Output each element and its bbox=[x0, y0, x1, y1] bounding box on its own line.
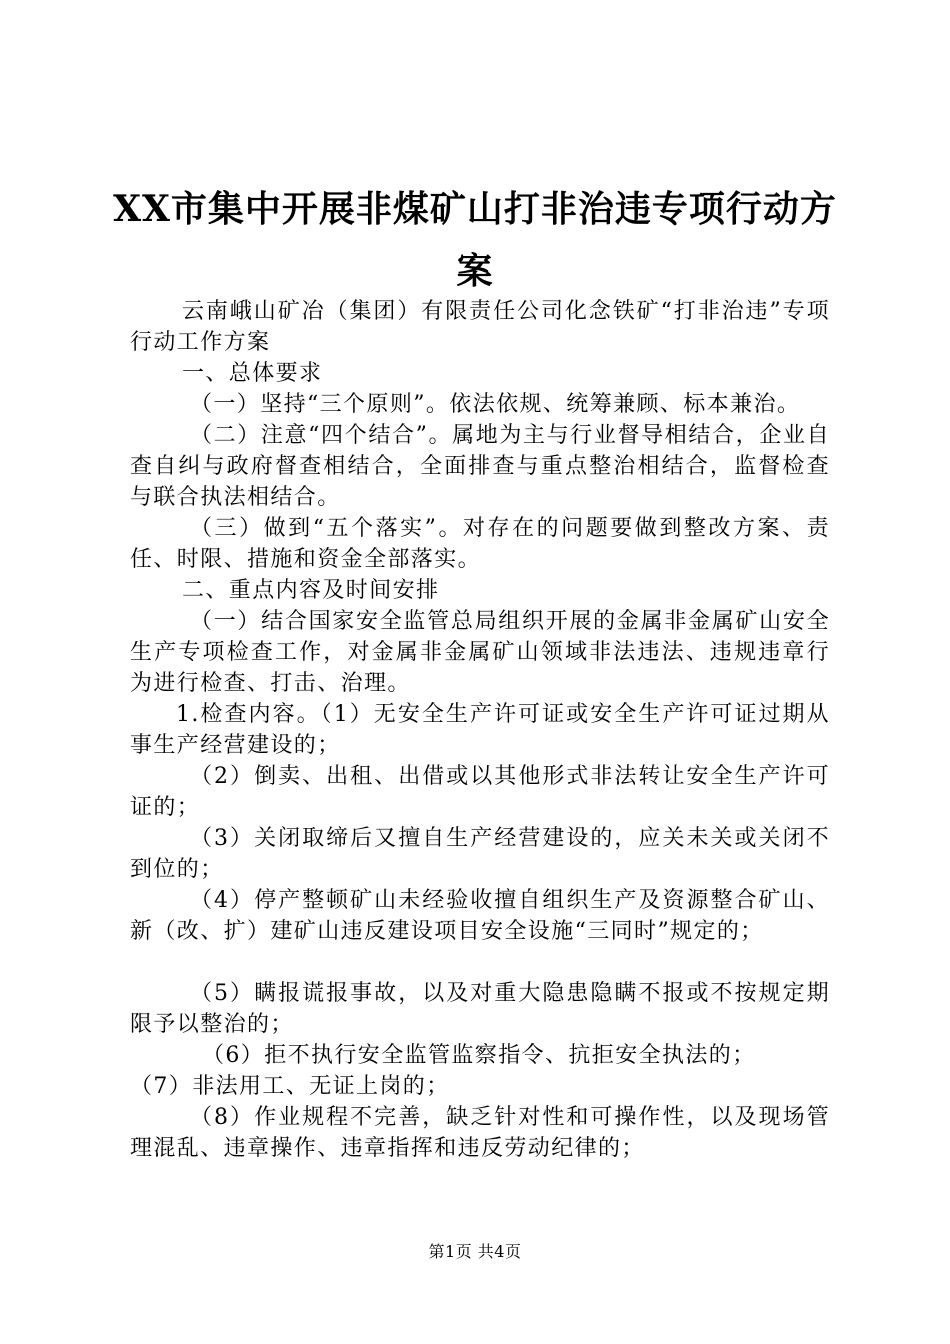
paragraph-item-4: （4）停产整顿矿山未经验收擅自组织生产及资源整合矿山、新（改、扩）建矿山违反建设项目安全设施“三同时”规定的； bbox=[130, 888, 830, 944]
heading-key-content: 二、重点内容及时间安排 bbox=[182, 578, 440, 603]
paragraph-five-implementations: （三）做到“五个落实”。对存在的问题要做到整改方案、责任、时限、措施和资金全部落实。 bbox=[130, 516, 830, 572]
paragraph-item-3: （3）关闭取缔后又擅自生产经营建设的，应关未关或关闭不到位的； bbox=[130, 826, 830, 882]
document-body bbox=[130, 296, 830, 1164]
paragraph-item-5: （5）瞒报谎报事故，以及对重大隐患隐瞒不报或不按规定期限予以整治的； bbox=[130, 981, 830, 1037]
paragraph-item-6: （6）拒不执行安全监管监察指令、抗拒安全执法的； bbox=[202, 1043, 756, 1068]
paragraph-item-7: （7）非法用工、无证上岗的； bbox=[130, 1074, 450, 1099]
blank-line bbox=[130, 947, 830, 978]
paragraph-inspection-content: 1.检查内容。（1）无安全生产许可证或安全生产许可证过期从事生产经营建设的； bbox=[130, 702, 830, 758]
paragraph-four-combinations: （二）注意“四个结合”。属地为主与行业督导相结合，企业自查自纠与政府督查相结合，全面排查与重点整治相结合，监督检查与联合执法相结合。 bbox=[130, 423, 830, 510]
page-footer: 第1页 共4页 bbox=[428, 1242, 522, 1261]
paragraph-item-8: （8）作业规程不完善，缺乏针对性和可操作性，以及现场管理混乱、违章操作、违章指挥和违反劳动纪律的； bbox=[130, 1105, 830, 1161]
paragraph-three-principles: （一）坚持“三个原则”。依法依规、统筹兼顾、标本兼治。 bbox=[190, 392, 801, 417]
document-title: XX市集中开展非煤矿山打非治违专项行动方案 bbox=[113, 188, 837, 292]
heading-general-requirements: 一、总体要求 bbox=[182, 361, 323, 386]
paragraph-item-2: （2）倒卖、出租、出借或以其他形式非法转让安全生产许可证的； bbox=[130, 764, 830, 820]
paragraph-special-inspection: （一）结合国家安全监管总局组织开展的金属非金属矿山安全生产专项检查工作，对金属非金属矿山领域非法违法、违规违章行为进行检查、打击、治理。 bbox=[130, 609, 830, 696]
paragraph-intro: 云南峨山矿冶（集团）有限责任公司化念铁矿“打非治违”专项行动工作方案 bbox=[130, 299, 830, 355]
